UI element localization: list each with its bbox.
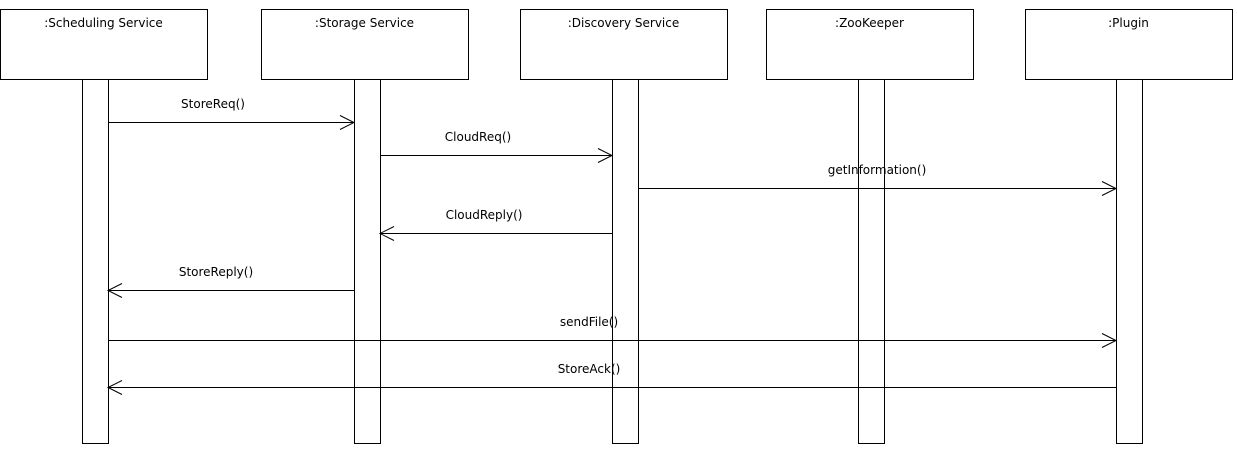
activation-bar — [1117, 80, 1143, 444]
participant-label: :Plugin — [1108, 16, 1149, 30]
lifeline-plugin — [1026, 10, 1233, 444]
message-0 — [108, 97, 354, 130]
message-label: sendFile() — [559, 315, 619, 329]
message-label: CloudReply() — [445, 208, 523, 222]
lifeline-zookeeper — [767, 10, 974, 444]
activation-bar — [83, 80, 109, 444]
message-1 — [380, 130, 612, 163]
activation-bar — [355, 80, 381, 444]
lifeline-storage — [262, 10, 469, 444]
message-label: StoreReply() — [178, 265, 254, 279]
message-4 — [108, 265, 354, 298]
message-label: StoreAck() — [557, 362, 621, 376]
message-3 — [380, 208, 612, 241]
lifeline-scheduling — [1, 10, 208, 444]
message-label: CloudReq() — [444, 130, 512, 144]
participant-label: :ZooKeeper — [835, 16, 904, 30]
lifeline-discovery — [521, 10, 728, 444]
participant-label: :Storage Service — [314, 16, 415, 30]
activation-bar — [859, 80, 885, 444]
activation-bar — [613, 80, 639, 444]
message-label: getInformation() — [827, 163, 927, 177]
lifelines — [1, 10, 1233, 444]
participant-label: :Scheduling Service — [44, 16, 163, 30]
participant-label: :Discovery Service — [567, 16, 680, 30]
message-label: StoreReq() — [181, 97, 245, 111]
